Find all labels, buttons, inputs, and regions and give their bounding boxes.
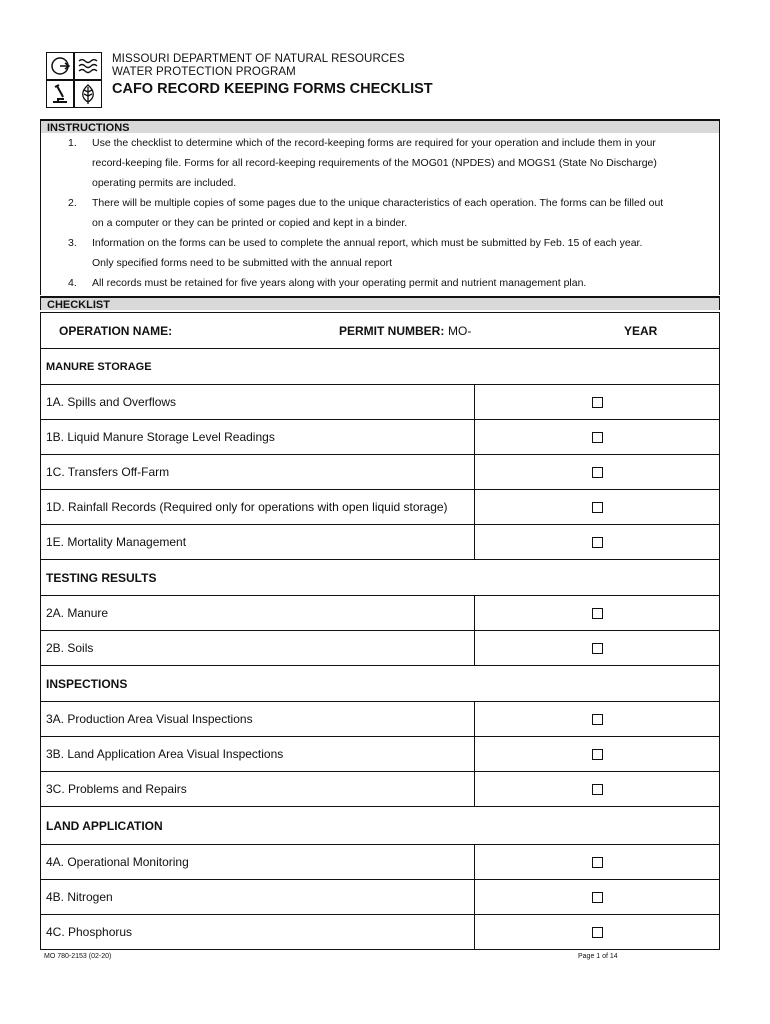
checkbox[interactable] [592, 397, 603, 408]
instructions-list [40, 133, 720, 295]
instructions-heading: INSTRUCTIONS [40, 119, 720, 133]
agency-logo [46, 52, 102, 108]
checklist-row [41, 384, 719, 419]
instruction-line [41, 173, 719, 193]
instruction-line [41, 273, 719, 293]
section-header: LAND APPLICATION [41, 806, 719, 844]
checkbox[interactable] [592, 892, 603, 903]
instruction-text: on a computer or they can be printed or copied and kept in a binder. [92, 217, 408, 229]
checklist-item-label: 1A. Spills and Overflows [41, 385, 475, 419]
checklist-item-label: 2B. Soils [41, 631, 475, 665]
instruction-number: 2. [68, 197, 77, 209]
checklist-item-label: 1E. Mortality Management [41, 525, 475, 559]
checkbox[interactable] [592, 927, 603, 938]
checklist-item-label: 1D. Rainfall Records (Required only for operations with open liquid storage) [41, 490, 475, 524]
checklist-row [41, 736, 719, 771]
checklist-table [40, 312, 720, 950]
operation-info-row [41, 312, 719, 348]
program-name: WATER PROTECTION PROGRAM [112, 66, 296, 78]
instruction-text: All records must be retained for five years along with your operating permit and nutrient management plan. [92, 277, 587, 289]
checklist-item-label: 4B. Nitrogen [41, 880, 475, 914]
section-header: TESTING RESULTS [41, 559, 719, 595]
instruction-text: Use the checklist to determine which of the record-keeping forms are required for your operation and include them in your [92, 137, 656, 149]
checklist-heading: CHECKLIST [40, 296, 720, 310]
operation-name-label: OPERATION NAME: [59, 323, 173, 338]
instruction-line [41, 133, 719, 153]
checkbox[interactable] [592, 432, 603, 443]
instruction-number: 3. [68, 237, 77, 249]
checklist-row [41, 879, 719, 914]
microscope-icon [46, 80, 74, 108]
leaf-icon [74, 80, 102, 108]
checkbox[interactable] [592, 714, 603, 725]
checkbox[interactable] [592, 467, 603, 478]
checklist-item-label: 2A. Manure [41, 596, 475, 630]
checklist-item-label: 3C. Problems and Repairs [41, 772, 475, 806]
instruction-number: 4. [68, 277, 77, 289]
page-header [46, 50, 726, 112]
checklist-row [41, 524, 719, 559]
page-title: CAFO RECORD KEEPING FORMS CHECKLIST [112, 81, 433, 97]
checkbox[interactable] [592, 643, 603, 654]
globe-icon [46, 52, 74, 80]
checkbox[interactable] [592, 537, 603, 548]
checklist-row [41, 595, 719, 630]
checkbox[interactable] [592, 608, 603, 619]
checkbox[interactable] [592, 502, 603, 513]
instruction-text: There will be multiple copies of some pages due to the unique characteristics of each operation. The forms can be filled out [92, 197, 664, 209]
checklist-row [41, 630, 719, 665]
form-code: MO 780-2153 (02-20) [44, 953, 112, 960]
checklist-row [41, 914, 719, 949]
checklist-item-label: 3B. Land Application Area Visual Inspections [41, 737, 475, 771]
section-header: INSPECTIONS [41, 665, 719, 701]
permit-number-label: PERMIT NUMBER: [339, 323, 445, 338]
instruction-number: 1. [68, 137, 77, 149]
checklist-row [41, 419, 719, 454]
checkbox[interactable] [592, 749, 603, 760]
water-waves-icon [74, 52, 102, 80]
instruction-line [41, 233, 719, 253]
checklist-row [41, 489, 719, 524]
checklist-item-label: 1B. Liquid Manure Storage Level Readings [41, 420, 475, 454]
checklist-item-label: 1C. Transfers Off-Farm [41, 455, 475, 489]
page-number: Page 1 of 14 [578, 953, 618, 960]
year-label: YEAR [624, 323, 658, 338]
checklist-item-label: 4C. Phosphorus [41, 915, 475, 949]
checklist-item-label: 3A. Production Area Visual Inspections [41, 702, 475, 736]
permit-number-prefix: MO- [448, 323, 472, 338]
instruction-text: record-keeping file. Forms for all record-keeping requirements of the MOG01 (NPDES) and MOGS1 (State No Discharge) [92, 157, 657, 169]
checklist-row [41, 771, 719, 806]
checklist-item-label: 4A. Operational Monitoring [41, 845, 475, 879]
instruction-line [41, 213, 719, 233]
section-header: MANURE STORAGE [41, 348, 719, 384]
checklist-row [41, 454, 719, 489]
instruction-line [41, 153, 719, 173]
checklist-row [41, 701, 719, 736]
instruction-line [41, 193, 719, 213]
checklist-row [41, 844, 719, 879]
checkbox[interactable] [592, 857, 603, 868]
agency-name: MISSOURI DEPARTMENT OF NATURAL RESOURCES [112, 53, 405, 65]
instruction-text: operating permits are included. [92, 177, 237, 189]
instruction-text: Information on the forms can be used to complete the annual report, which must be submitted by Feb. 15 of each year. [92, 237, 643, 249]
instruction-line [41, 253, 719, 273]
checkbox[interactable] [592, 784, 603, 795]
instruction-text: Only specified forms need to be submitted with the annual report [92, 257, 392, 269]
